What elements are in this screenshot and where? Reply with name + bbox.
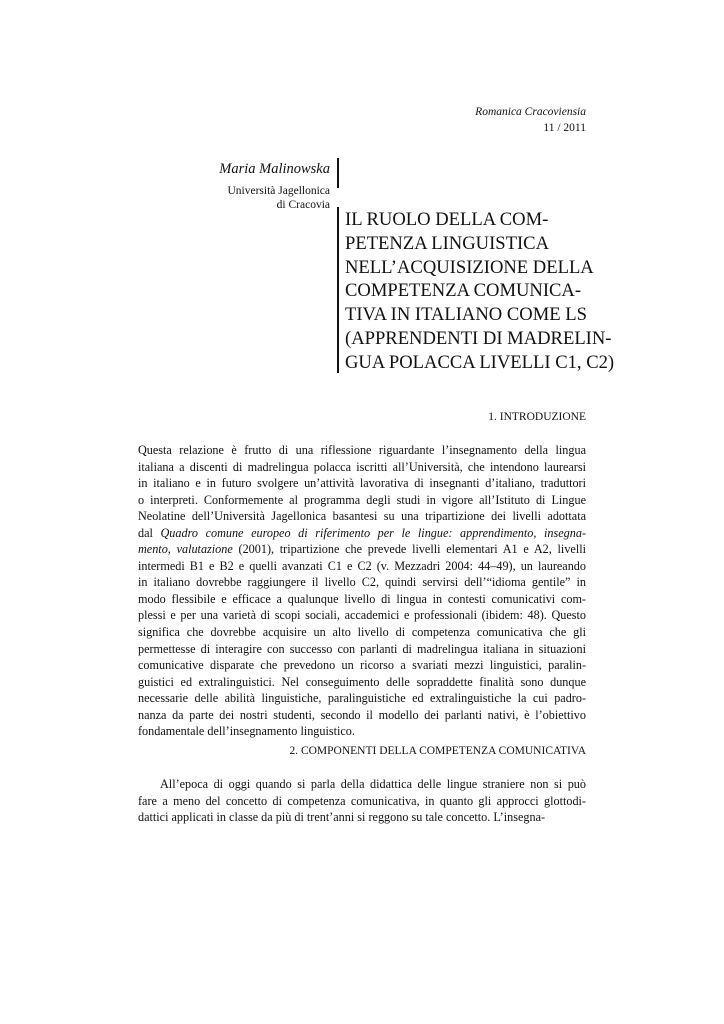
author-name: Maria Malinowska bbox=[219, 161, 330, 177]
text-run: permettesse di interagire con successo con parlanti di madrelingua italiana in situazioni bbox=[138, 641, 586, 656]
text-run: italiana a discenti di madrelingua polacca iscritti all’Università, che intendono laurearsi bbox=[138, 459, 586, 474]
text-run: significa che dovrebbe acquisire un alto livello di competenza comunicativa che gli bbox=[138, 625, 586, 640]
vertical-rule bbox=[337, 158, 339, 188]
author-block bbox=[210, 160, 330, 212]
text-run: mento, valutazione bbox=[138, 542, 233, 557]
text-run: o interpreti. Conformemente al programma degli studi in vigore all’Istituto di Lingue bbox=[138, 492, 586, 507]
text-run: intermedi B1 e B2 e quelli avanzati C1 e C2 (v. Mezzadri 2004: 44–49), un laureando bbox=[138, 558, 586, 573]
affiliation-line: Università Jagellonica bbox=[227, 185, 330, 197]
text-line bbox=[138, 657, 586, 674]
text-run: plessi e per una varietà di scopi sociali, accademici e professionali (ibidem: 48). Questo bbox=[138, 608, 586, 623]
text-line bbox=[138, 809, 586, 826]
text-line bbox=[138, 475, 586, 492]
title-line: GUA POLACCA LIVELLI C1, C2) bbox=[345, 351, 615, 373]
paragraph-componenti bbox=[138, 776, 586, 826]
text-run: nanza da parte dei nostri studenti, secondo il modello dei parlanti nativi, è l’obiettivo bbox=[138, 707, 586, 722]
title-line: IL RUOLO DELLA COM- bbox=[345, 209, 549, 230]
title-line: PETENZA LINGUISTICA bbox=[345, 232, 549, 254]
vertical-rule bbox=[337, 207, 339, 373]
text-line bbox=[138, 508, 586, 525]
text-line bbox=[138, 723, 586, 740]
text-run: comunicative disparate che prevedono un ricorso a svariati mezzi linguistici, paralin- bbox=[138, 658, 586, 673]
author-affiliation bbox=[210, 184, 330, 212]
text-run: in italiano dovrebbe raggiungere il livello C2, quindi servirsi dell’“idioma gentile” in bbox=[138, 575, 586, 590]
journal-name: Romanica Cracoviensia bbox=[475, 106, 586, 118]
section-heading-componenti: 2. COMPONENTI DELLA COMPETENZA COMUNICATIVA bbox=[289, 745, 586, 757]
paragraph-introduzione bbox=[138, 442, 586, 740]
journal-issue: 11 / 2011 bbox=[543, 122, 586, 134]
text-run: All’epoca di oggi quando si parla della didattica delle lingue straniere non si può bbox=[160, 777, 586, 791]
journal-header bbox=[475, 104, 586, 136]
affiliation-line: di Cracovia bbox=[276, 199, 330, 211]
text-line bbox=[138, 641, 586, 658]
section-heading-introduzione: 1. INTRODUZIONE bbox=[488, 411, 586, 423]
text-line bbox=[138, 624, 586, 641]
text-run: modo flessibile e efficace a qualunque livello di lingua in contesti comunicativi com- bbox=[138, 591, 586, 606]
title-line: NELL’ACQUISIZIONE DELLA bbox=[345, 256, 594, 278]
text-run: guistici ed extralinguistici. Nel conseguimento delle sopraddette finalità sono dunque bbox=[138, 674, 586, 689]
text-run: dattici applicati in classe da più di trent’anni si reggono su tale concetto. L’insegna- bbox=[138, 810, 546, 825]
text-line bbox=[138, 793, 586, 810]
text-line bbox=[138, 492, 586, 509]
text-line bbox=[138, 574, 586, 591]
title-line: TIVA IN ITALIANO COME LS bbox=[345, 304, 587, 326]
text-run: fare a meno del concetto di competenza comunicativa, in quanto gli approcci glottodi- bbox=[138, 793, 586, 808]
title-line: (APPRENDENTI DI MADRELIN- bbox=[345, 327, 612, 349]
text-run: in italiano e in futuro svolgere un’attività lavorativa di insegnanti d’italiano, traduttori bbox=[138, 476, 586, 491]
title-line: COMPETENZA COMUNICA- bbox=[345, 280, 582, 302]
text-line bbox=[138, 674, 586, 691]
text-line bbox=[138, 525, 586, 542]
text-line bbox=[138, 459, 586, 476]
text-run: Neolatine dell’Università Jagellonica basantesi su una tripartizione dei livelli adottata bbox=[138, 509, 586, 524]
text-line bbox=[138, 607, 586, 624]
text-line bbox=[138, 442, 586, 459]
text-run: Quadro comune europeo di riferimento per le lingue: apprendimento, insegna- bbox=[160, 525, 587, 540]
article-title bbox=[345, 208, 615, 375]
text-line bbox=[138, 541, 586, 558]
text-line bbox=[138, 707, 586, 724]
text-line bbox=[138, 776, 586, 793]
text-run: Questa relazione è frutto di una riflessione riguardante l’insegnamento della lingua bbox=[138, 443, 586, 457]
text-run: (2001), tripartizione che prevede livelli elementari A1 e A2, livelli bbox=[232, 542, 586, 557]
text-line bbox=[138, 690, 586, 707]
text-line bbox=[138, 558, 586, 575]
text-run: necessarie delle abilità linguistiche, paralinguistiche ed extralinguistiche la cui padro- bbox=[138, 691, 586, 706]
text-line bbox=[138, 591, 586, 608]
text-run: dal bbox=[138, 525, 161, 540]
text-run: fondamentale dell’insegnamento linguistico. bbox=[138, 724, 355, 739]
